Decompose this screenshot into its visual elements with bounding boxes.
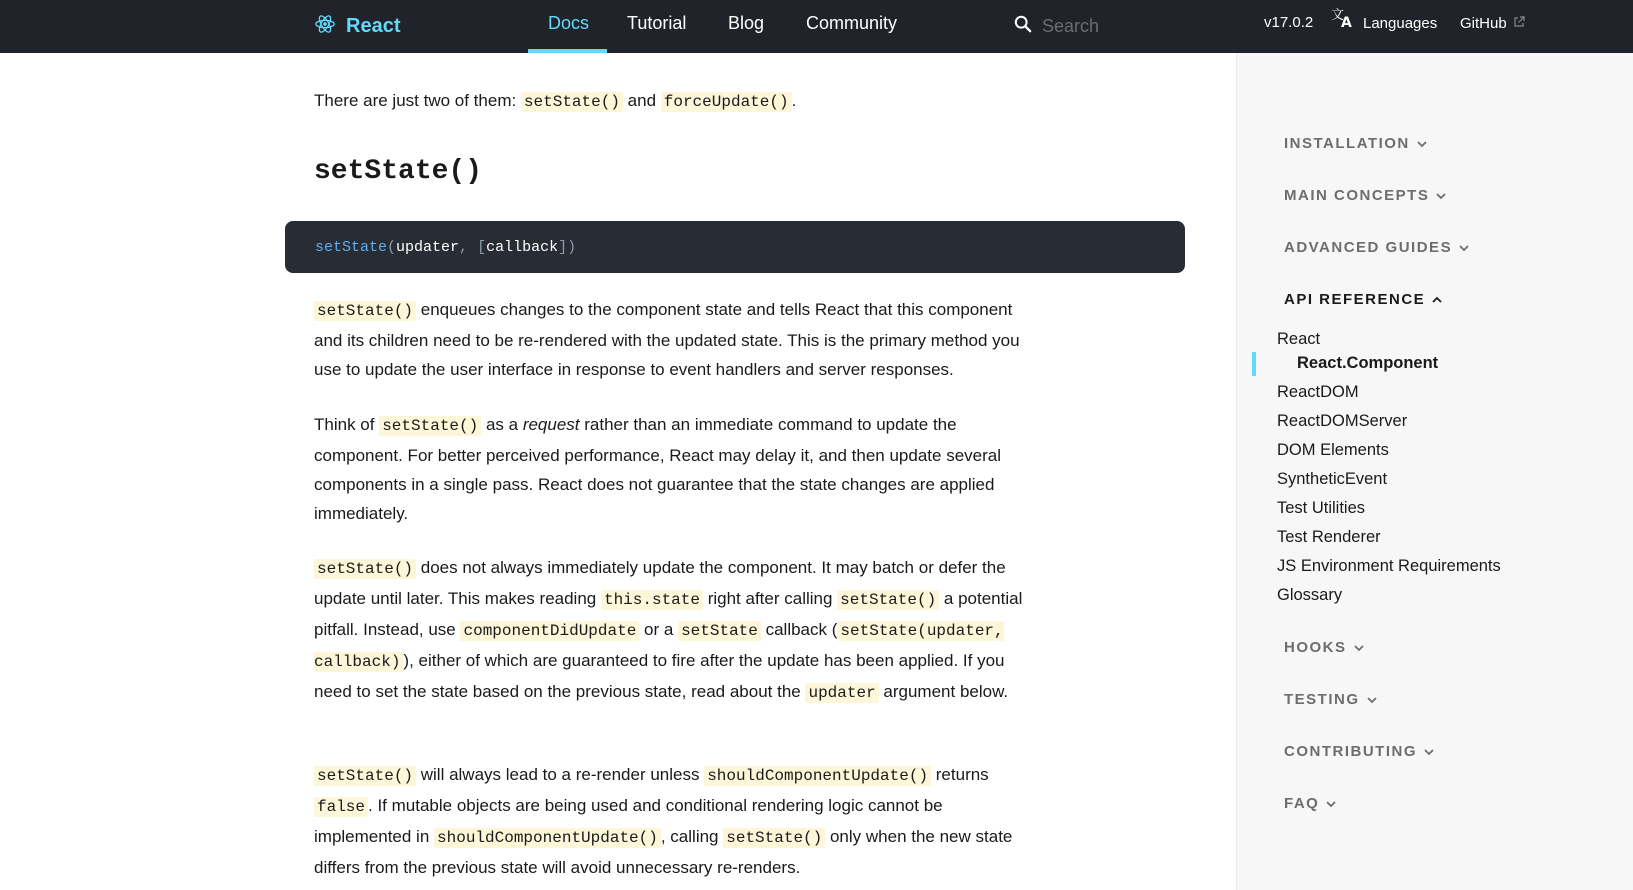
sidebar-item-dom-elements[interactable]: DOM Elements	[1277, 441, 1389, 459]
text: Think of	[314, 415, 380, 434]
section-label: CONTRIBUTING	[1284, 743, 1417, 760]
text: . If mutable objects are being used and conditional rendering logic cannot be implemented in	[314, 796, 943, 846]
sidebar-section-contributing[interactable]	[1284, 743, 1434, 760]
sidebar-item-reactdomserver[interactable]: ReactDOMServer	[1277, 412, 1408, 430]
inline-code: setState()	[837, 590, 939, 610]
sidebar-section-main-concepts[interactable]	[1284, 187, 1446, 204]
code-token: ,	[459, 238, 478, 256]
chevron-up-icon	[1432, 291, 1442, 308]
code-token: callback	[486, 238, 559, 256]
inline-code: setState()	[723, 828, 825, 848]
sidebar-item-react-component[interactable]: React.Component	[1297, 354, 1439, 372]
inline-code: false	[314, 797, 368, 817]
section-label: INSTALLATION	[1284, 135, 1410, 152]
search-input[interactable]	[1042, 16, 1192, 37]
section-label: MAIN CONCEPTS	[1284, 187, 1430, 204]
inline-code: forceUpdate()	[661, 92, 792, 112]
text: enqueues changes to the component state and tells React that this component and its children need to be re-rendered with the updated state. This is the primary method you use to update the user interface in response to event handlers and server responses.	[314, 300, 1020, 379]
search-icon	[1014, 15, 1032, 38]
sidebar-item-syntheticevent[interactable]: SyntheticEvent	[1277, 470, 1388, 488]
sidebar-item-react[interactable]: React	[1277, 330, 1321, 348]
intro-paragraph	[314, 86, 1036, 117]
text: There are just two of them:	[314, 91, 521, 110]
chevron-down-icon	[1367, 691, 1377, 708]
section-heading: setState()	[314, 156, 483, 187]
code-token: (	[387, 238, 397, 256]
languages-link[interactable]	[1331, 0, 1437, 48]
inline-code: componentDidUpdate	[460, 621, 639, 641]
inline-code: setState()	[314, 301, 416, 321]
translate-icon	[1331, 1, 1355, 47]
search-box	[1014, 10, 1192, 42]
inline-code: setState()	[314, 766, 416, 786]
nav-community[interactable]: Community	[806, 13, 898, 33]
chevron-down-icon	[1424, 743, 1434, 760]
inline-code: setState()	[379, 416, 481, 436]
version-link[interactable]: v17.0.2	[1264, 14, 1314, 31]
sidebar-item-test-renderer[interactable]: Test Renderer	[1277, 528, 1381, 546]
code-token: ]	[558, 238, 568, 256]
inline-code: setState(updater, callback)	[314, 622, 1004, 671]
sidebar-item-reactdom[interactable]: ReactDOM	[1277, 383, 1359, 401]
react-atom-icon	[314, 13, 336, 40]
text: , calling	[660, 827, 724, 846]
inline-code: setState()	[521, 92, 623, 112]
sidebar-item-test-utilities[interactable]: Test Utilities	[1277, 499, 1366, 517]
chevron-down-icon	[1459, 239, 1469, 256]
nav-blog[interactable]: Blog	[728, 13, 765, 33]
text: argument below.	[878, 682, 1009, 701]
svg-text:A: A	[1341, 15, 1352, 28]
section-label: ADVANCED GUIDES	[1284, 239, 1453, 256]
text: does not always immediately update the component. It may batch or defer the update until later. This makes reading	[314, 558, 1006, 608]
section-label: HOOKS	[1284, 639, 1347, 656]
text: will always lead to a re-render unless	[416, 765, 705, 784]
text: only when the new state differs from the previous state will avoid unnecessary re-renders.	[314, 827, 1013, 877]
inline-code: this.state	[601, 590, 703, 610]
chevron-down-icon	[1326, 795, 1336, 812]
paragraph-4	[314, 760, 1036, 882]
languages-label: Languages	[1363, 15, 1438, 32]
inline-code: shouldComponentUpdate()	[434, 828, 661, 848]
nav-docs[interactable]: Docs	[548, 13, 590, 33]
emphasis: request	[522, 415, 580, 434]
paragraph-3	[314, 553, 1036, 708]
text: rather than an immediate command to update the component. For better perceived performance, React may delay it, and then update several components in a single pass. React does not guarantee that the state changes are applied immediately.	[314, 415, 1001, 523]
chevron-down-icon	[1417, 135, 1427, 152]
code-token: )	[567, 238, 577, 256]
section-label: FAQ	[1284, 795, 1320, 812]
top-navigation-bar	[0, 0, 1633, 53]
text: right after calling	[702, 589, 838, 608]
sidebar-item-glossary[interactable]: Glossary	[1277, 586, 1343, 604]
section-label: API REFERENCE	[1284, 291, 1426, 308]
docs-sidebar	[1236, 53, 1633, 890]
chevron-down-icon	[1436, 187, 1446, 204]
inline-code: updater	[805, 683, 878, 703]
sidebar-section-installation[interactable]	[1284, 135, 1427, 152]
section-label: TESTING	[1284, 691, 1360, 708]
text: returns	[931, 765, 989, 784]
nav-tutorial[interactable]: Tutorial	[627, 13, 687, 33]
code-block	[285, 221, 1185, 273]
active-item-indicator	[1252, 352, 1256, 376]
text: or a	[639, 620, 679, 639]
external-link-icon	[1513, 1, 1525, 47]
logo-text: React	[346, 14, 401, 37]
code-token: updater	[396, 238, 460, 256]
react-logo-link[interactable]	[314, 10, 400, 42]
paragraph-1	[314, 295, 1036, 384]
text: a potential pitfall. Instead, use	[314, 589, 1023, 639]
sidebar-section-advanced-guides[interactable]	[1284, 239, 1469, 256]
github-label: GitHub	[1460, 15, 1507, 32]
text: and	[622, 91, 661, 110]
text: ), either of which are guaranteed to fire after the update has been applied. If you need to set the state based on the previous state, read about the	[314, 651, 1005, 701]
sidebar-section-faq[interactable]	[1284, 795, 1336, 812]
sidebar-section-api-reference[interactable]	[1284, 291, 1442, 308]
text: as a	[481, 415, 523, 434]
sidebar-section-testing[interactable]	[1284, 691, 1377, 708]
github-link[interactable]	[1460, 0, 1525, 48]
sidebar-item-js-environment-requirements[interactable]: JS Environment Requirements	[1277, 557, 1501, 575]
inline-code: shouldComponentUpdate()	[704, 766, 931, 786]
sidebar-section-hooks[interactable]	[1284, 639, 1364, 656]
code-token: [	[477, 238, 487, 256]
text: .	[791, 91, 797, 110]
svg-text:文: 文	[1331, 8, 1345, 23]
inline-code: setState()	[314, 559, 416, 579]
chevron-down-icon	[1354, 639, 1364, 656]
text: callback (	[760, 620, 838, 639]
inline-code: setState	[678, 621, 761, 641]
main-content	[0, 53, 1236, 890]
code-token: setState	[315, 238, 388, 256]
paragraph-2	[314, 410, 1036, 528]
